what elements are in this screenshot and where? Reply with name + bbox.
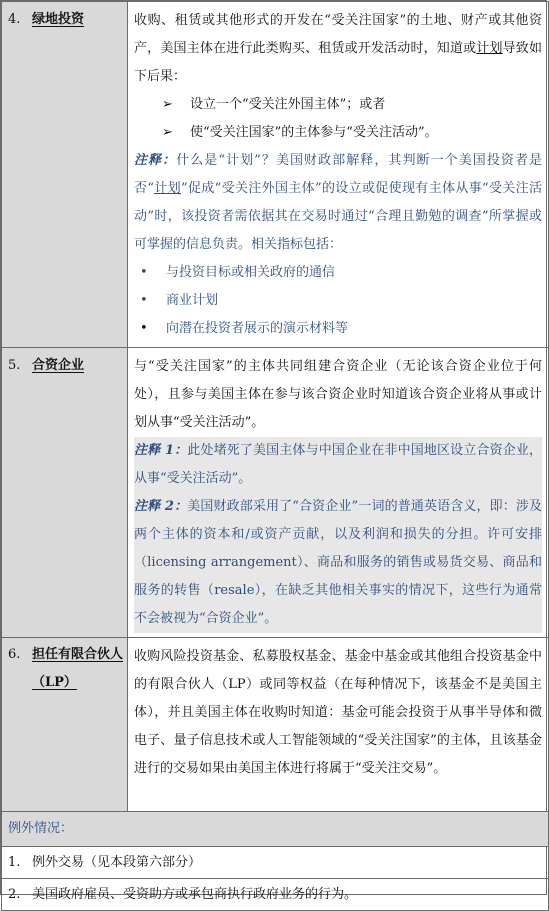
row-title: 绿地投资 bbox=[32, 12, 85, 27]
list-item: • 向潜在投资者展示的演示材料等 bbox=[134, 315, 542, 343]
row-number: 5. bbox=[8, 358, 21, 373]
list-item: • 商业计划 bbox=[134, 287, 542, 315]
table-row bbox=[2, 2, 549, 348]
row-number: 6. bbox=[8, 647, 21, 662]
exceptions-heading-row bbox=[2, 812, 549, 847]
row-content-cell bbox=[128, 348, 549, 638]
arrow-bullet-icon: ➢ bbox=[162, 97, 173, 112]
row-content-cell bbox=[128, 2, 549, 348]
note-paragraph: 注释 1：此处堵死了美国主体与中国企业在非中国地区设立合资企业，从事“受关注活动”。 bbox=[134, 437, 542, 493]
row-content-cell bbox=[128, 638, 549, 812]
list-item: ➢ 使“受关注国家”的主体参与“受关注活动”。 bbox=[134, 119, 542, 147]
list-item: 1. 例外交易（见本段第六部分） bbox=[2, 847, 549, 879]
row-title: 合资企业 bbox=[32, 358, 85, 373]
row-label-cell bbox=[2, 348, 128, 638]
row-number: 4. bbox=[8, 12, 21, 27]
row-label-cell bbox=[2, 2, 128, 348]
list-item: ➢ 设立一个“受关注外国主体”；或者 bbox=[134, 91, 542, 119]
arrow-bullet-icon: ➢ bbox=[162, 125, 173, 140]
bullet-icon: • bbox=[140, 321, 148, 336]
bullet-icon: • bbox=[140, 265, 148, 280]
exception-row bbox=[2, 847, 549, 879]
note-paragraph: 注释 2：美国财政部采用了“合资企业”一词的普通英语含义，即：涉及两个主体的资本和/或资产贡献，以及利润和损失的分担。许可安排（licensing arrangement）、商品和服务的销售或易货交易、商品和服务的转售（resale），在缺乏其他相关事实的情况下，这些行为通常不会被视为“合资企业”。 bbox=[134, 493, 542, 633]
table-row bbox=[2, 348, 549, 638]
paragraph: 收购、租赁或其他形式的开发在“受关注国家”的土地、财产或其他资产，美国主体在进行此类购买、租赁或开发活动时，知道或计划导致如下后果： bbox=[134, 13, 542, 84]
row-label-cell bbox=[2, 638, 128, 812]
row-title: 担任有限合伙人（LP） bbox=[32, 647, 124, 690]
note-paragraph: 注释：什么是“计划”？美国财政部解释，其判断一个美国投资者是否“计划”促成“受关注外国主体”的设立或促使现有主体从事“受关注活动”时，该投资者需依据其在交易时通过“合理且勤勉的调查”所掌握或可掌握的信息负责。相关指标包括： bbox=[134, 153, 542, 252]
paragraph: 与“受关注国家”的主体共同组建合资企业（无论该合资企业位于何处），且参与美国主体在参与该合资企业时知道该合资企业将从事或计划从事“受关注活动”。 bbox=[134, 359, 542, 430]
list-item: • 与投资目标或相关政府的通信 bbox=[134, 259, 542, 287]
bullet-icon: • bbox=[140, 293, 148, 308]
paragraph: 收购风险投资基金、私募股权基金、基金中基金或其他组合投资基金中的有限合伙人（LP）或同等权益（在每种情况下，该基金不是美国主体），并且美国主体在收购时知道：基金可能会投资于从事半导体和微电子、量子信息技术或人工智能领域的“受关注国家”的主体，且该基金进行的交易如果由美国主体进行将属于“受关注交易”。 bbox=[134, 649, 542, 776]
list-item: 2. 美国政府雇员、受资助方或承包商执行政府业务的行为。 bbox=[2, 879, 549, 911]
table-row bbox=[2, 638, 549, 812]
investment-types-table bbox=[1, 1, 549, 911]
exceptions-heading: 例外情况： bbox=[2, 812, 549, 847]
